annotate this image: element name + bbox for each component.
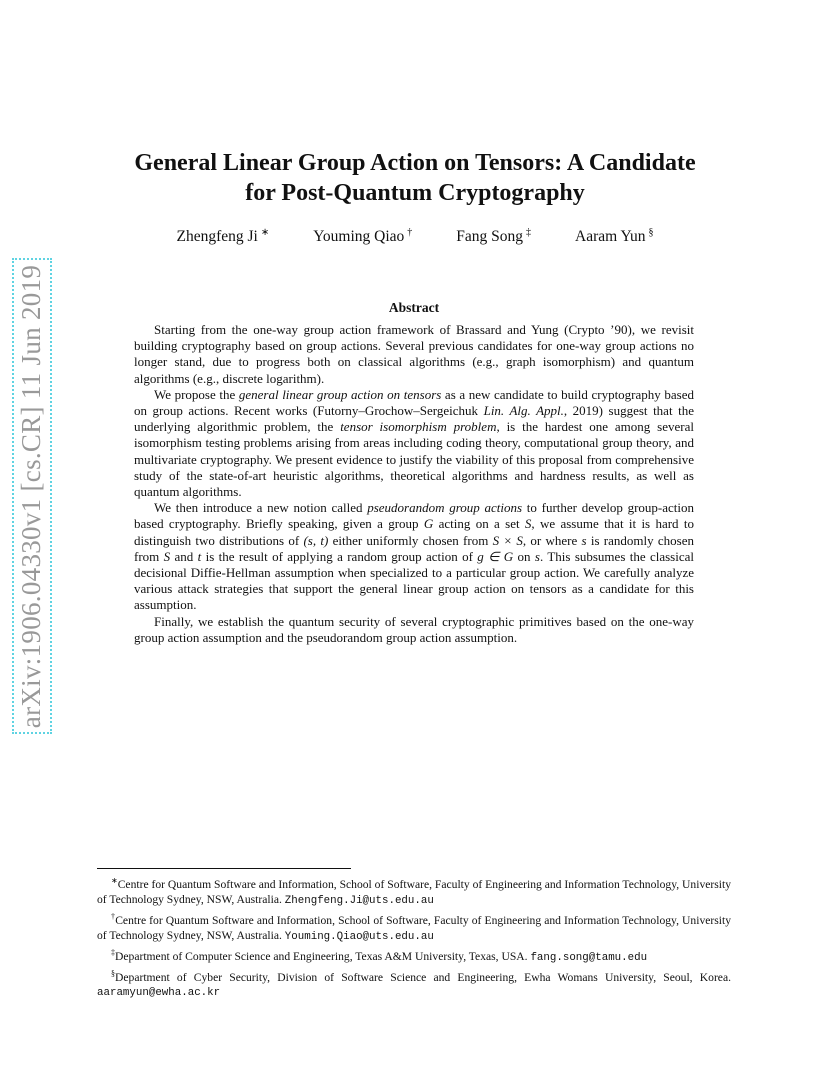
footnote: ‡Department of Computer Science and Engineering, Texas A&M University, Texas, USA. fang.song@tamu.edu (111, 947, 648, 964)
author-list (90, 227, 740, 246)
author: Youming Qiao † (313, 227, 413, 246)
abstract-paragraph: We propose the general linear group action on tensors as a new candidate to build cryptography based on group actions. Recent works (Futorny–Grochow–Sergeichuk Lin. Alg. Appl., 2019) suggest that the underlying algorithmic problem, the tensor isomorphism problem, is the hardest one among several isomorphism testing problems arising from areas including coding theory, computational group theory, and multivariate cryptography. We present evidence to justify the viability of this proposal from comprehensive study of the state-of-art heuristic algorithms, theoretical algorithms and hardness results, as well as quantum algorithms. (134, 386, 694, 500)
email-link[interactable]: fang.song@tamu.edu (530, 951, 648, 964)
title-line-2: for Post-Quantum Cryptography (245, 180, 585, 206)
abstract-paragraph: We then introduce a new notion called pseudorandom group actions to further develop group-action based cryptography. Briefly speaking, given a group G acting on a set S, we assume that it is hard to distinguish two distributions of (s, t) either uniformly chosen from S × S, or where s is randomly chosen from S and t is the result of applying a random group action of g ∈ G on s. This subsumes the classical decisional Diffie-Hellman assumption when specialized to a particular group action. We carefully analyze various attack strategies that support the general linear group action on tensors as a candidate for this assumption. (134, 500, 694, 613)
arxiv-id: arXiv:1906.04330v1 [cs.CR] 11 Jun 2019 (16, 264, 47, 728)
abstract-paragraph: Starting from the one-way group action framework of Brassard and Yung (Crypto ’90), we revisit building cryptography based on group actions. Several previous candidates for one-way group actions no longer stand, due to progress both on classical algorithms (e.g., graph isomorphism) and quantum algorithms (e.g., discrete logarithm). (134, 322, 694, 386)
author: Aaram Yun § (575, 227, 654, 246)
abstract-paragraph: Finally, we establish the quantum security of several cryptographic primitives based on the one-way group action assumption and the pseudorandom group action assumption. (134, 613, 694, 645)
abstract-body (134, 322, 694, 646)
footnotes (97, 873, 731, 1001)
email-link[interactable]: Zhengfeng.Ji@uts.edu.au (284, 894, 434, 907)
email-link[interactable]: aaramyun@ewha.ac.kr (97, 987, 221, 1000)
abstract-heading: Abstract (388, 300, 440, 315)
title-line-1: General Linear Group Action on Tensors: A Candidate (134, 150, 696, 176)
footnote: †Centre for Quantum Software and Information, School of Software, Faculty of Engineering and Information Technology, University of Technology Sydney, NSW, Australia. Youming.Qiao@uts.edu.au (97, 911, 732, 943)
footnote: §Department of Cyber Security, Division of Software Science and Engineering, Ewha Womans University, Seoul, Korea. aaramyun@ewha.ac.kr (97, 968, 731, 1000)
email-link[interactable]: Youming.Qiao@uts.edu.au (284, 930, 434, 943)
author: Fang Song ‡ (456, 227, 532, 246)
footnote-rule (97, 868, 351, 869)
author: Zhengfeng Ji ∗ (176, 227, 270, 246)
arxiv-sidebar-stamp (12, 258, 52, 734)
footnote: ∗Centre for Quantum Software and Information, School of Software, Faculty of Engineering and Information Technology, University of Technology Sydney, NSW, Australia. Zhengfeng.Ji@uts.edu.au (97, 876, 731, 907)
paper-title (90, 148, 740, 208)
